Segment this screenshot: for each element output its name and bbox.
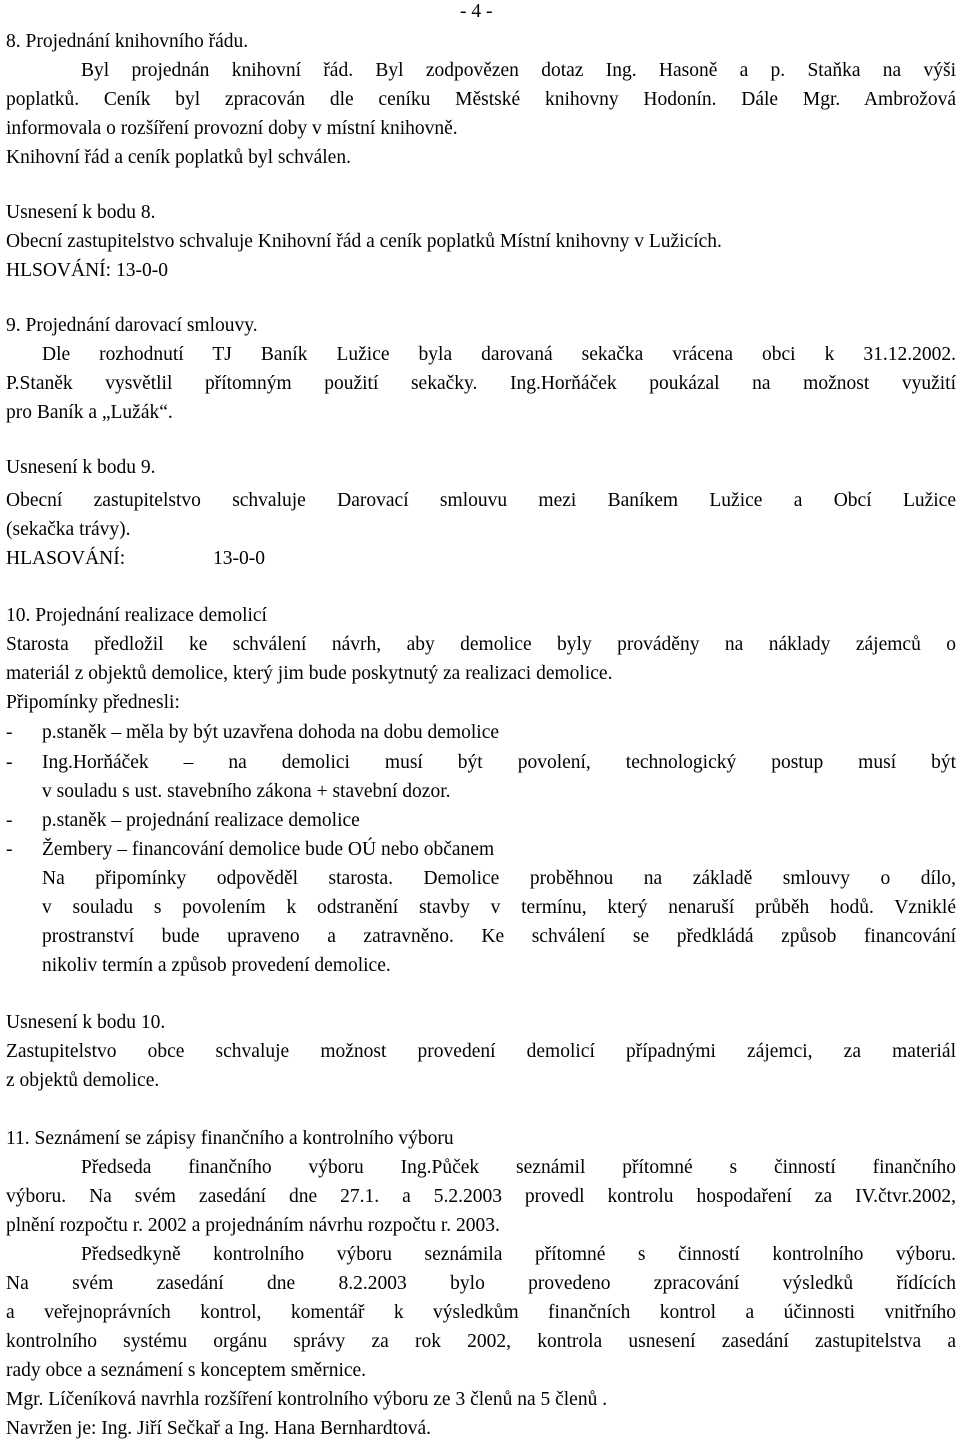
section-9-text-line: P.Staněk vysvětlil přítomným použití sekačky. Ing.Horňáček poukázal na možnost využití: [6, 373, 956, 394]
answer-text-line: nikoliv termín a způsob provedení demolice.: [42, 955, 391, 976]
section-11-text-line: rady obce a seznámení s konceptem směrnice.: [6, 1360, 367, 1381]
resolution-10-text-line: z objektů demolice.: [6, 1070, 160, 1091]
section-11-text-line: Předseda finančního výboru Ing.Půček seznámil přítomné s činností finančního: [81, 1157, 956, 1178]
section-10-text-line: materiál z objektů demolice, který jim bude poskytnutý za realizaci demolice.: [6, 663, 613, 684]
list-dash: -: [6, 810, 13, 831]
answer-text-line: prostranství bude upraveno a zatravněno. Ke schválení se předkládá způsob financování: [42, 926, 956, 947]
list-dash: -: [6, 752, 13, 773]
section-11-text-line: Mgr. Líčeníková navrhla rozšíření kontrolního výboru ze 3 členů na 5 členů .: [6, 1389, 608, 1410]
section-9-text-line: pro Baník a „Lužák“.: [6, 402, 173, 423]
list-dash: -: [6, 722, 13, 743]
section-11-text-line: a veřejnoprávních kontrol, komentář k výsledkům finančních kontrol a účinnosti vnitřního: [6, 1302, 956, 1323]
resolution-9-title: Usnesení k bodu 9.: [6, 457, 156, 478]
section-11-text-line: Předsedkyně kontrolního výboru seznámila přítomné s činností kontrolního výboru.: [81, 1244, 956, 1265]
resolution-10-text-line: Zastupitelstvo obce schvaluje možnost provedení demolicí případnými zájemci, za materiál: [6, 1041, 956, 1062]
remark-item: p.staněk – měla by být uzavřena dohoda na dobu demolice: [42, 722, 500, 743]
section-10-text-line: Starosta předložil ke schválení návrh, aby demolice byly prováděny na náklady zájemců o: [6, 634, 956, 655]
section-10-heading: 10. Projednání realizace demolicí: [6, 605, 267, 626]
section-11-text-line: kontrolního systému orgánu správy za rok 2002, kontrola usnesení zasedání zastupitelstva a: [6, 1331, 956, 1352]
resolution-10-title: Usnesení k bodu 10.: [6, 1012, 166, 1033]
resolution-9-text-line: (sekačka trávy).: [6, 519, 131, 540]
section-8-heading: 8. Projednání knihovního řádu.: [6, 31, 249, 52]
remark-item: Ing.Horňáček – na demolici musí být povolení, technologický postup musí být: [42, 752, 956, 773]
remark-item: Žembery – financování demolice bude OÚ nebo občanem: [42, 839, 495, 860]
resolution-8-text: Obecní zastupitelstvo schvaluje Knihovní řád a ceník poplatků Místní knihovny v Lužicích.: [6, 231, 722, 252]
section-9-text-line: Dle rozhodnutí TJ Baník Lužice byla darovaná sekačka vrácena obci k 31.12.2002.: [42, 344, 956, 365]
section-11-text-line: Navržen je: Ing. Jiří Sečkař a Ing. Hana Bernhardtová.: [6, 1418, 432, 1439]
remarks-title: Připomínky přednesli:: [6, 692, 180, 713]
page-number: - 4 -: [460, 1, 493, 22]
remark-item-continuation: v souladu s ust. stavebního zákona + stavební dozor.: [42, 781, 451, 802]
resolution-8-title: Usnesení k bodu 8.: [6, 202, 156, 223]
section-8-text-line: Byl projednán knihovní řád. Byl zodpovězen dotaz Ing. Hasoně a p. Staňka na výši: [81, 60, 956, 81]
resolution-8-vote: HLSOVÁNÍ: 13-0-0: [6, 260, 168, 281]
resolution-9-text-line: Obecní zastupitelstvo schvaluje Darovací smlouvu mezi Baníkem Lužice a Obcí Lužice: [6, 490, 956, 511]
list-dash: -: [6, 839, 13, 860]
section-8-text-line: poplatků. Ceník byl zpracován dle ceníku Městské knihovny Hodonín. Dále Mgr. Ambrožová: [6, 89, 956, 110]
answer-text-line: v souladu s povolením k odstranění stavby v termínu, který nenaruší průběh hodů. Vzniklé: [42, 897, 956, 918]
resolution-9-vote-value: 13-0-0: [213, 548, 265, 569]
section-8-text-line: informovala o rozšíření provozní doby v místní knihovně.: [6, 118, 458, 139]
section-11-text-line: výboru. Na svém zasedání dne 27.1. a 5.2.2003 provedl kontrolu hospodaření za IV.čtvr.2002,: [6, 1186, 956, 1207]
section-9-heading: 9. Projednání darovací smlouvy.: [6, 315, 258, 336]
section-11-text-line: plnění rozpočtu r. 2002 a projednáním návrhu rozpočtu r. 2003.: [6, 1215, 500, 1236]
resolution-9-vote-label: HLASOVÁNÍ:: [6, 548, 126, 569]
section-11-heading: 11. Seznámení se zápisy finančního a kontrolního výboru: [6, 1128, 454, 1149]
remark-item: p.staněk – projednání realizace demolice: [42, 810, 360, 831]
answer-text-line: Na připomínky odpověděl starosta. Demolice proběhnou na základě smlouvy o dílo,: [42, 868, 956, 889]
section-8-text-line: Knihovní řád a ceník poplatků byl schválen.: [6, 147, 351, 168]
section-11-text-line: Na svém zasedání dne 8.2.2003 bylo provedeno zpracování výsledků řídících: [6, 1273, 956, 1294]
